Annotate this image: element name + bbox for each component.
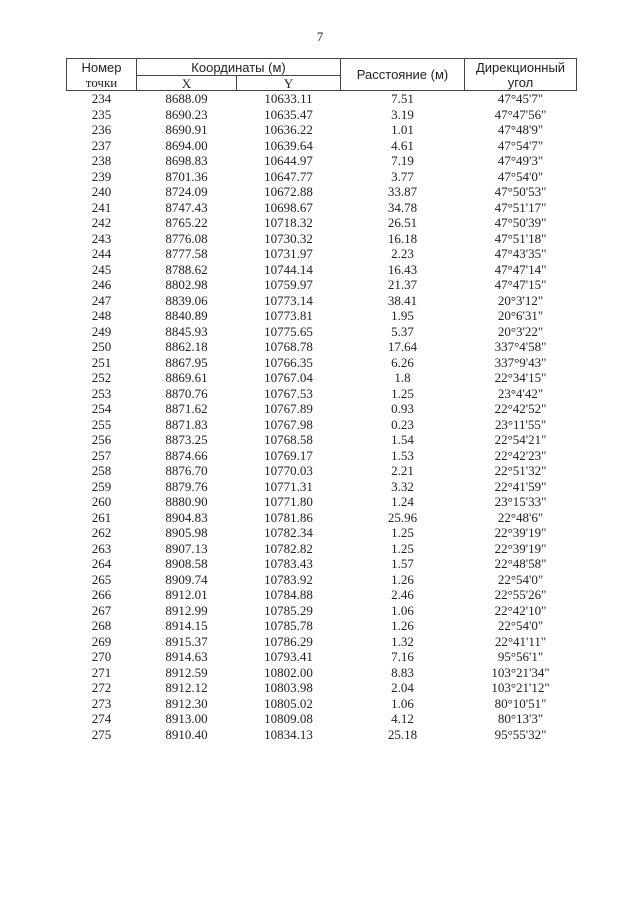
table-row [67,122,577,138]
cell-x: 8701.36 [165,168,208,184]
cell-bearing: 22°39'19" [494,525,547,540]
cell-x: 8862.18 [165,339,208,354]
cell-bearing: 47°54'7" [497,137,544,153]
cell-point-number: 263 [91,540,112,556]
cell-x: 8724.09 [165,184,208,199]
cell-point-number: 239 [91,168,112,184]
table-row [67,153,577,169]
cell-x: 8912.12 [165,680,208,695]
cell-y: 10793.41 [264,649,313,664]
cell-x: 8905.98 [165,525,208,540]
cell-bearing: 22°39'19" [494,540,547,556]
cell-y: 10784.88 [264,587,313,602]
table-row [67,246,577,262]
cell-point-number: 270 [91,649,112,664]
cell-distance: 2.21 [391,463,414,478]
cell-point-number: 244 [91,246,112,261]
table-row [67,618,577,634]
cell-x: 8802.98 [165,277,208,292]
cell-x: 8690.91 [165,122,208,137]
cell-x: 8912.99 [165,602,208,618]
cell-point-number: 251 [91,354,112,370]
cell-point-number: 243 [91,230,112,246]
table-row [67,401,577,417]
cell-bearing: 22°34'15" [494,370,547,385]
cell-y: 10744.14 [264,261,313,277]
cell-distance: 1.06 [391,695,414,711]
cell-bearing: 22°48'58" [494,556,547,571]
cell-x: 8840.89 [165,308,208,323]
cell-distance: 1.26 [391,618,414,633]
cell-point-number: 247 [91,292,112,308]
cell-y: 10773.81 [264,308,313,323]
header-distance: Расстояние (м) [341,59,465,91]
cell-bearing: 47°45'7" [497,91,544,106]
cell-distance: 34.78 [387,199,418,215]
cell-point-number: 234 [91,91,112,106]
cell-bearing: 47°50'39" [494,215,547,230]
cell-y: 10802.00 [264,664,313,680]
cell-bearing: 337°4'58" [494,339,547,354]
cell-bearing: 23°4'42" [497,385,544,401]
cell-y: 10767.89 [264,401,313,416]
cell-bearing: 95°55'32" [494,726,547,742]
table-row [67,107,577,123]
cell-y: 10767.04 [264,370,313,385]
page-number: 7 [316,29,324,44]
cell-point-number: 257 [91,447,112,463]
cell-y: 10731.97 [264,246,313,261]
cell-x: 8912.59 [165,664,208,680]
cell-point-number: 236 [91,122,112,137]
cell-y: 10834.13 [264,726,313,742]
cell-x: 8907.13 [165,540,208,556]
table-body [67,91,577,743]
table-row [67,634,577,650]
cell-x: 8690.23 [165,106,208,122]
cell-x: 8879.76 [165,478,208,494]
cell-y: 10639.64 [264,137,313,153]
cell-point-number: 254 [91,401,112,416]
cell-distance: 33.87 [387,184,418,199]
cell-distance: 1.57 [391,556,414,571]
cell-point-number: 249 [91,323,112,339]
cell-y: 10782.34 [264,525,313,540]
cell-distance: 1.25 [391,540,414,556]
table-row [67,308,577,324]
cell-x: 8867.95 [165,354,208,370]
cell-y: 10809.08 [264,711,313,726]
cell-y: 10636.22 [264,122,313,137]
cell-distance: 1.54 [391,432,414,447]
table-row [67,277,577,293]
cell-x: 8698.83 [165,153,208,168]
table-row [67,649,577,665]
cell-x: 8904.83 [165,509,208,525]
cell-distance: 1.25 [391,385,414,401]
cell-distance: 21.37 [387,277,418,292]
cell-point-number: 256 [91,432,112,447]
cell-bearing: 20°6'31" [497,308,544,323]
table-row [67,324,577,340]
cell-distance: 1.53 [391,447,414,463]
cell-bearing: 47°50'53" [494,184,547,199]
cell-bearing: 22°41'11" [494,633,547,649]
cell-x: 8873.25 [165,432,208,447]
header-y: Y [237,76,341,91]
table-row [67,587,577,603]
cell-point-number: 267 [91,602,112,618]
cell-bearing: 22°54'0" [497,571,544,587]
cell-y: 10775.65 [264,323,313,339]
table-row [67,169,577,185]
cell-distance: 4.61 [391,137,414,153]
cell-y: 10644.97 [264,153,313,168]
cell-bearing: 22°42'52" [494,401,547,416]
cell-x: 8777.58 [165,246,208,261]
cell-y: 10771.80 [264,494,313,509]
table-row [67,339,577,355]
table-row [67,494,577,510]
cell-bearing: 47°47'14" [494,261,547,277]
cell-bearing: 47°51'18" [494,230,547,246]
cell-y: 10766.35 [264,354,313,370]
cell-distance: 2.23 [391,246,414,261]
cell-bearing: 80°10'51" [494,695,547,711]
cell-bearing: 47°54'0" [497,168,544,184]
cell-bearing: 22°42'23" [494,447,547,463]
cell-x: 8747.43 [165,199,208,215]
cell-x: 8839.06 [165,292,208,308]
table-row [67,448,577,464]
cell-x: 8871.62 [165,401,208,416]
cell-distance: 1.8 [394,370,411,385]
table-row [67,680,577,696]
cell-bearing: 22°54'21" [494,432,547,447]
table-row [67,541,577,557]
cell-x: 8876.70 [165,463,208,478]
cell-point-number: 269 [91,633,112,649]
table-row [67,525,577,541]
cell-distance: 1.32 [391,633,414,649]
cell-point-number: 246 [91,277,112,292]
header-bearing [465,59,577,91]
cell-distance: 3.19 [391,106,414,122]
table-header [67,59,577,91]
cell-y: 10767.53 [264,385,313,401]
table-row [67,696,577,712]
table-row [67,370,577,386]
cell-y: 10759.97 [264,277,313,292]
cell-y: 10805.02 [264,695,313,711]
cell-point-number: 258 [91,463,112,478]
cell-y: 10785.29 [264,602,313,618]
cell-bearing: 47°49'3" [497,153,544,168]
cell-y: 10768.78 [264,339,313,354]
cell-bearing: 20°3'22" [497,323,544,339]
cell-distance: 16.43 [387,261,418,277]
table-row [67,510,577,526]
cell-x: 8870.76 [165,385,208,401]
cell-bearing: 22°42'10" [494,602,547,618]
cell-x: 8845.93 [165,323,208,339]
cell-x: 8910.40 [165,726,208,742]
cell-point-number: 260 [91,494,112,509]
table-row [67,432,577,448]
cell-x: 8912.30 [165,695,208,711]
cell-y: 10698.67 [264,199,313,215]
cell-distance: 1.95 [391,308,414,323]
cell-distance: 25.18 [387,726,418,742]
cell-point-number: 264 [91,556,112,571]
cell-distance: 25.96 [387,509,418,525]
cell-distance: 26.51 [387,215,418,230]
cell-x: 8914.15 [165,618,208,633]
table-row [67,91,577,107]
cell-bearing: 20°3'12" [497,292,544,308]
cell-point-number: 274 [91,711,112,726]
cell-bearing: 337°9'43" [494,354,547,370]
cell-point-number: 253 [91,385,112,401]
cell-y: 10672.88 [264,184,313,199]
cell-point-number: 240 [91,184,112,199]
cell-y: 10730.32 [264,230,313,246]
cell-point-number: 268 [91,618,112,633]
cell-y: 10771.31 [264,478,313,494]
cell-bearing: 23°15'33" [494,494,547,509]
cell-point-number: 245 [91,261,112,277]
cell-x: 8914.63 [165,649,208,664]
cell-distance: 7.19 [391,153,414,168]
table-row [67,386,577,402]
cell-x: 8776.08 [165,230,208,246]
table-row [67,184,577,200]
cell-x: 8688.09 [165,91,208,106]
table-row [67,138,577,154]
cell-y: 10770.03 [264,463,313,478]
cell-distance: 0.23 [391,416,414,432]
cell-y: 10785.78 [264,618,313,633]
cell-x: 8871.83 [165,416,208,432]
cell-point-number: 241 [91,199,112,215]
cell-bearing: 103°21'34" [491,664,550,680]
cell-x: 8909.74 [165,571,208,587]
cell-distance: 4.12 [391,711,414,726]
cell-bearing: 22°55'26" [494,587,547,602]
cell-point-number: 237 [91,137,112,153]
table-row [67,572,577,588]
cell-point-number: 235 [91,106,112,122]
cell-x: 8765.22 [165,215,208,230]
table-row [67,603,577,619]
header-point-number-line1: Номер [81,59,122,75]
header-coordinates: Координаты (м) [137,59,341,76]
table-row [67,556,577,572]
header-bearing-line1: Дирекционный [475,59,566,75]
cell-x: 8869.61 [165,370,208,385]
cell-bearing: 22°48'6" [497,509,544,525]
cell-y: 10767.98 [264,416,313,432]
cell-bearing: 47°48'9" [497,122,544,137]
cell-bearing: 95°56'1" [497,649,544,664]
cell-point-number: 275 [91,726,112,742]
cell-point-number: 248 [91,308,112,323]
cell-x: 8694.00 [165,137,208,153]
cell-y: 10803.98 [264,680,313,695]
cell-bearing: 47°47'56" [494,106,547,122]
cell-y: 10635.47 [264,106,313,122]
coordinates-table [66,58,577,742]
cell-point-number: 265 [91,571,112,587]
cell-distance: 7.51 [391,91,414,106]
cell-y: 10768.58 [264,432,313,447]
cell-distance: 1.01 [391,122,414,137]
table-row [67,262,577,278]
cell-y: 10786.29 [264,633,313,649]
cell-distance: 8.83 [391,664,414,680]
cell-point-number: 266 [91,587,112,602]
cell-distance: 7.16 [391,649,414,664]
cell-distance: 3.32 [391,478,414,494]
table-row [67,231,577,247]
cell-bearing: 23°11'55" [494,416,547,432]
cell-y: 10783.43 [264,556,313,571]
cell-distance: 0.93 [391,401,414,416]
cell-point-number: 273 [91,695,112,711]
cell-distance: 1.24 [391,494,414,509]
table-row [67,200,577,216]
cell-distance: 2.46 [391,587,414,602]
header-point-number-line2: точки [85,74,118,90]
cell-x: 8912.01 [165,587,208,602]
cell-point-number: 238 [91,153,112,168]
table-row [67,463,577,479]
cell-distance: 2.04 [391,680,414,695]
table-row [67,355,577,371]
cell-y: 10781.86 [264,509,313,525]
cell-distance: 16.18 [387,230,418,246]
cell-x: 8788.62 [165,261,208,277]
cell-point-number: 255 [91,416,112,432]
cell-point-number: 271 [91,664,112,680]
header-x: X [137,76,237,91]
cell-distance: 3.77 [391,168,414,184]
table-row [67,417,577,433]
cell-point-number: 250 [91,339,112,354]
cell-point-number: 261 [91,509,112,525]
cell-y: 10718.32 [264,215,313,230]
cell-bearing: 80°13'3" [497,711,544,726]
cell-point-number: 272 [91,680,112,695]
cell-point-number: 259 [91,478,112,494]
cell-bearing: 47°43'35" [494,246,547,261]
cell-x: 8913.00 [165,711,208,726]
cell-bearing: 22°51'32" [494,463,547,478]
cell-distance: 5.37 [391,323,414,339]
cell-point-number: 242 [91,215,112,230]
cell-distance: 17.64 [387,339,418,354]
cell-point-number: 262 [91,525,112,540]
table-row [67,215,577,231]
cell-x: 8880.90 [165,494,208,509]
cell-y: 10782.82 [264,540,313,556]
cell-distance: 1.06 [391,602,414,618]
header-point-number [67,59,137,91]
table-row [67,665,577,681]
cell-bearing: 47°51'17" [494,199,547,215]
table-row [67,293,577,309]
cell-distance: 38.41 [387,292,418,308]
cell-y: 10633.11 [264,91,313,106]
cell-point-number: 252 [91,370,112,385]
cell-distance: 1.26 [391,571,414,587]
table-row [67,479,577,495]
cell-y: 10769.17 [264,447,313,463]
cell-y: 10773.14 [264,292,313,308]
header-bearing-line2: угол [507,74,534,90]
cell-x: 8915.37 [165,633,208,649]
cell-bearing: 22°54'0" [497,618,544,633]
cell-distance: 1.25 [391,525,414,540]
cell-y: 10647.77 [264,168,313,184]
cell-x: 8908.58 [165,556,208,571]
cell-bearing: 103°21'12" [491,680,550,695]
cell-y: 10783.92 [264,571,313,587]
cell-bearing: 47°47'15" [494,277,547,292]
table-row [67,727,577,743]
cell-x: 8874.66 [165,447,208,463]
cell-bearing: 22°41'59" [494,478,547,494]
cell-distance: 6.26 [391,354,414,370]
table-row [67,711,577,727]
